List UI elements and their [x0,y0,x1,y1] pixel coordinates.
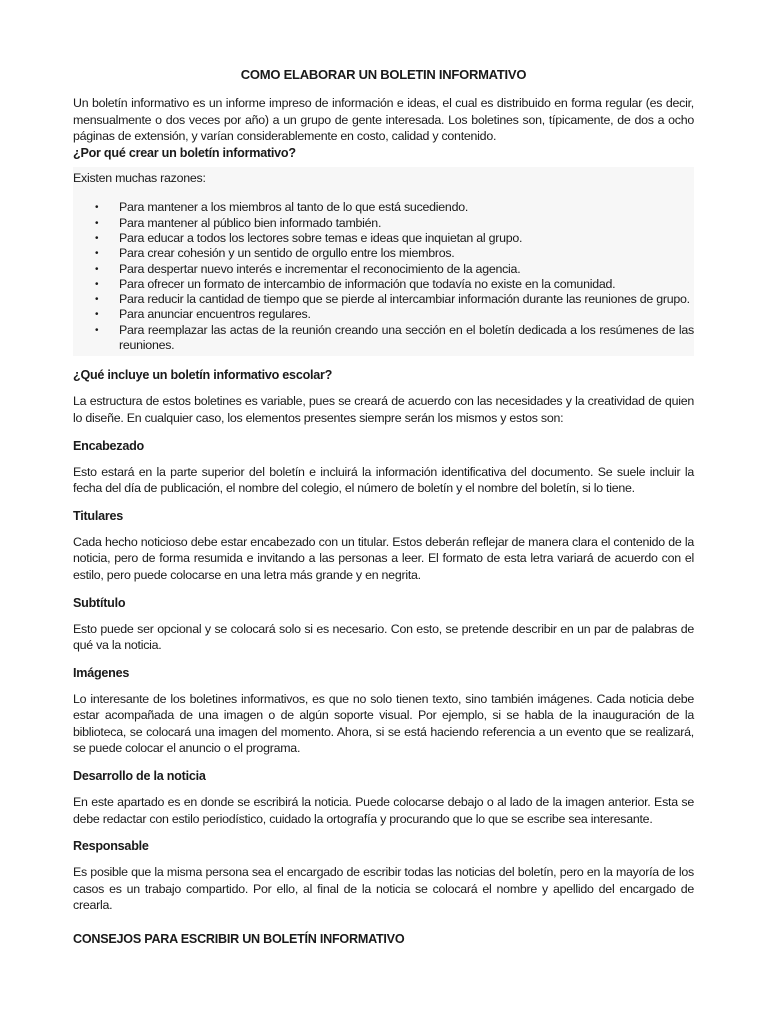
reasons-block [73,167,694,357]
includes-paragraph: La estructura de estos boletines es variable, pues se creará de acuerdo con las necesidades y la creatividad de quien lo diseñe. En cualquier caso, los elementos presentes siempre serán los mismos y estos son: [73,394,694,425]
list-item: • Para ofrecer un formato de intercambio de información que todavía no existe en la comunidad. [95,276,616,291]
bullet-icon: • [95,309,99,321]
bullet-icon: • [95,263,99,275]
section-text-titulares: Cada hecho noticioso debe estar encabezado con un titular. Estos deberán reflejar de manera clara el contenido de la noticia, pero de forma resumida e invitando a las personas a leer. El formato de esta letra variará de acuerdo con el estilo, pero puede colocarse en una letra más grande y en negrita. [73,534,694,582]
list-item: • Para anunciar encuentros regulares. [95,307,311,322]
bullet-icon: • [95,202,99,214]
section-text-subtitulo: Esto puede ser opcional y se colocará solo si es necesario. Con esto, se pretende describir en un par de palabras de qué va la noticia. [73,621,694,653]
bullet-icon: • [95,248,99,260]
section-text-encabezado: Esto estará en la parte superior del boletín e incluirá la información identificativa del documento. Se suele incluir la fecha del día de publicación, el nombre del colegio, el número de boletín y el nombre del boletín, si lo tiene. [73,464,694,496]
section-text-imagenes: Lo interesante de los boletines informativos, es que no solo tienen texto, sino también imágenes. Cada noticia debe estar acompañada de una imagen o de algún soporte visual. Por ejemplo, si se habla de la inauguración de la biblioteca, se colocará una imagen del momento. Ahora, si se está haciendo referencia a un evento que se realizará, se puede colocar el anuncio o el programa. [73,691,694,756]
bullet-icon: • [95,232,99,244]
reasons-list [73,200,694,353]
section-text-desarrollo: En este apartado es en donde se escribirá la noticia. Puede colocarse debajo o al lado de la imagen anterior. Esta se debe redactar con estilo periodístico, cuidado la ortografía y procurando que lo que se escribe sea interesante. [73,795,694,826]
bullet-icon: • [95,324,99,336]
reasons-lead: Existen muchas razones: [73,170,206,185]
intro-paragraph: Un boletín informativo es un informe impreso de información e ideas, el cual es distribuido en forma regular (es decir, mensualmente o dos veces por año) a un grupo de gente interesada. Los boletines son, típicamente, de dos a ocho páginas de extensión, y varían considerablemente en costo, calidad y contenido. [73,96,694,144]
section-text-responsable: Es posible que la misma persona sea el encargado de escribir todas las noticias del boletín, pero en la mayoría de los casos es un trabajo compartido. Por ello, al final de la noticia se colocará el nombre y apellido del encargado de crearla. [73,865,694,913]
list-item: • Para reducir la cantidad de tiempo que se pierde al intercambiar información durante las reuniones de grupo. [95,292,690,307]
section-heading-encabezado: Encabezado [73,438,144,453]
section-heading-subtitulo: Subtítulo [73,595,126,610]
section-heading-titulares: Titulares [73,508,124,523]
bullet-icon: • [95,217,99,229]
bullet-icon: • [95,294,99,306]
list-item: • Para mantener a los miembros al tanto de lo que está sucediendo. [95,200,469,215]
list-item: • Para reemplazar las actas de la reunión creando una sección en el boletín dedicada a los resúmenes de las reuniones. [95,322,694,353]
section-heading-imagenes: Imágenes [73,665,130,680]
section-heading-responsable: Responsable [73,839,149,854]
why-heading: ¿Por qué crear un boletín informativo? [73,145,296,160]
list-item: • Para crear cohesión y un sentido de orgullo entre los miembros. [95,246,455,261]
document-title: COMO ELABORAR UN BOLETIN INFORMATIVO [240,67,527,82]
includes-heading: ¿Qué incluye un boletín informativo escolar? [73,368,333,383]
bullet-icon: • [95,278,99,290]
tips-heading: CONSEJOS PARA ESCRIBIR UN BOLETÍN INFORMATIVO [73,932,405,947]
list-item: • Para mantener al público bien informado también. [95,215,382,230]
section-heading-desarrollo: Desarrollo de la noticia [73,769,206,784]
list-item: • Para despertar nuevo interés e incrementar el reconocimiento de la agencia. [95,261,521,276]
list-item: • Para educar a todos los lectores sobre temas e ideas que inquietan al grupo. [95,230,523,245]
document-content [73,66,694,947]
